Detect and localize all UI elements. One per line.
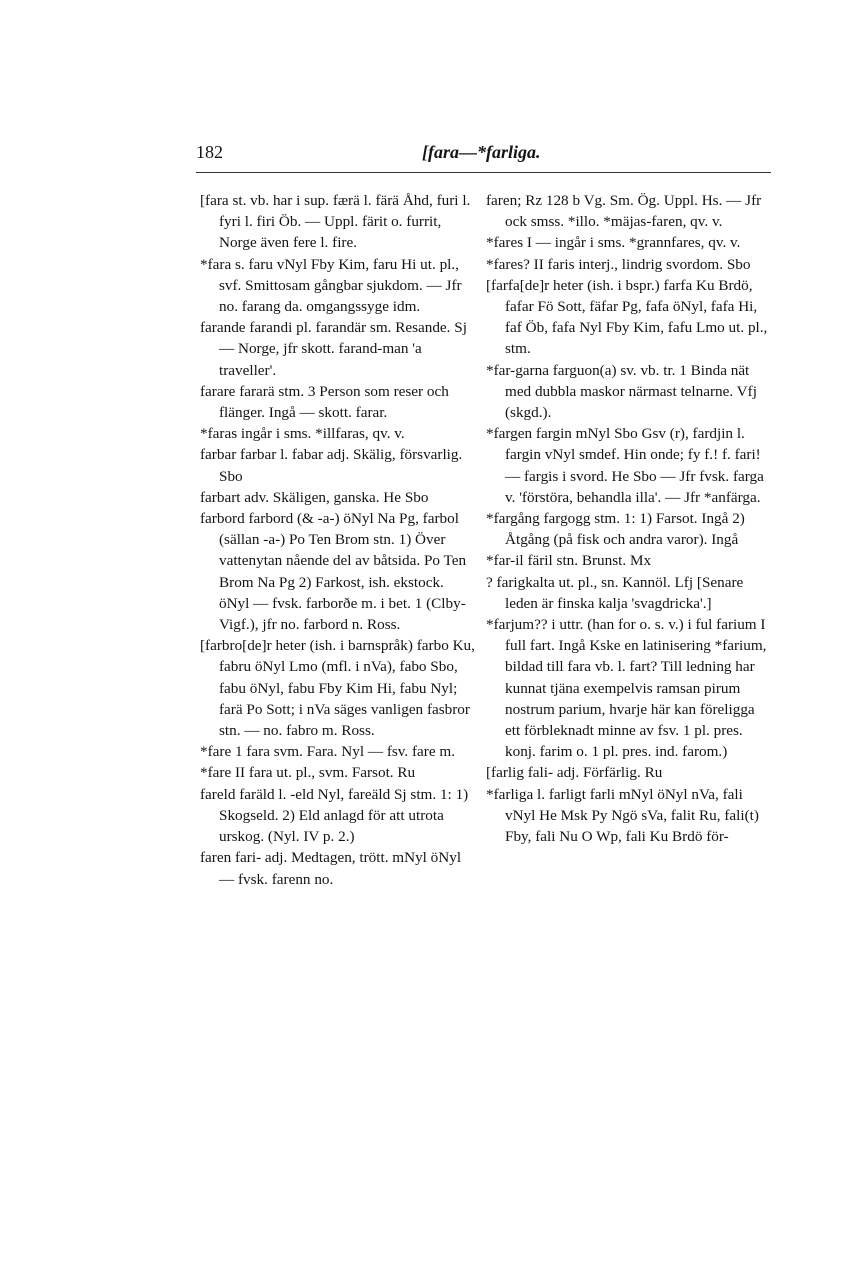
dictionary-entry: [farlig fali- adj. Förfärlig. Ru [486,764,663,782]
page-number: 182 [196,142,223,162]
dictionary-entry: *fargång fargogg stm. 1: 1) Farsot. Ingå 2) Åtgång (på fisk och andra varor). Ingå [486,510,745,549]
dictionary-entry: [farfa[de]r heter (ish. i bspr.) farfa Ku Brdö, fafar Fö Sott, fäfar Pg, fafa öNyl, fafa Hi, faf Öb, fafa Nyl Fby Kim, fafu Lmo ut. pl., stm. [486,276,768,358]
dictionary-entry: *fara s. faru vNyl Fby Kim, faru Hi ut. pl., svf. Smittosam gångbar sjukdom. — Jfr no. farang da. omgangssyge idm. [200,255,462,316]
dictionary-entry: faren; Rz 128 b Vg. Sm. Ög. Uppl. Hs. — Jfr ock smss. *illo. *mäjas-faren, qv. v. [486,192,762,231]
header-rule [196,172,771,173]
dictionary-entry: [farbro[de]r heter (ish. i barnspråk) farbo Ku, fabru öNyl Lmo (mfl. i nVa), fabo Sbo, fabu öNyl, fabu Fby Kim Hi, fabu Nyl; farä Po Sott; i nVa säges vanligen fasbror stn. — no. fabro m. Ross. [200,637,475,740]
dictionary-entry: faren fari- adj. Medtagen, trött. mNyl öNyl — fvsk. farenn no. [200,849,462,888]
dictionary-entry: farbar farbar l. fabar adj. Skälig, försvarlig. Sbo [200,446,463,485]
dictionary-entry: *fares? II faris interj., lindrig svordom. Sbo [486,255,751,273]
running-head: [fara—*farliga. [422,142,541,162]
dictionary-entry: *farjum?? i uttr. (han for o. s. v.) i ful farium I full fart. Ingå Kske en latinisering *farium, bildad till fara vb. l. fart? Till ledning har kunnat tjäna exempelvis ramsan pirum nostrum parium, hvarje här kan föreligga ett förbleknadt minne av fsv. 1 pl. pres. konj. farim o. 1 pl. pres. ind. farom.) [486,616,767,761]
dictionary-entry: *far-garna farguon(a) sv. vb. tr. 1 Binda nät med dubbla maskor närmast telnarne. Vfj (skgd.). [486,361,757,422]
dictionary-entry: [fara st. vb. har i sup. færä l. färä Åhd, furi l. fyri l. firi Öb. — Uppl. färit o. furrit, Norge även fere l. fire. [200,192,471,252]
dictionary-entry: *far-il färil stn. Brunst. Mx [486,552,652,570]
dictionary-entry: farbart adv. Skäligen, ganska. He Sbo [200,488,429,506]
dictionary-entry: *fargen fargin mNyl Sbo Gsv (r), fardjin l. fargin vNyl smdef. Hin onde; fy f.! f. fari! — fargis i svord. He Sbo — Jfr fvsk. farga v. 'förstöra, behandla illa'. — Jfr *anfärga. [486,425,764,506]
dictionary-entry: fareld faräld l. -eld Nyl, fareäld Sj stm. 1: 1) Skogseld. 2) Eld anlagd för att utrota urskog. (Nyl. IV p. 2.) [200,785,469,846]
dictionary-entry: farbord farbord (& -a-) öNyl Na Pg, farbol (sällan -a-) Po Ten Brom stn. 1) Över vattenytan nående del av båtsida. Po Ten Brom Na Pg 2) Farkost, ish. ekstock. öNyl — fvsk. farborðe m. i bet. 1 (Clby-Vigf.), jfr no. farbord n. Ross. [200,510,467,634]
dictionary-entry: *farliga l. farligt farli mNyl öNyl nVa, fali vNyl He Msk Py Ngö sVa, falit Ru, fali(t) Fby, fali Nu O Wp, fali Ku Brdö för- [486,785,759,846]
dictionary-entry: *fares I — ingår i sms. *grannfares, qv. v. [486,234,741,252]
dictionary-entry: farande farandi pl. farandär sm. Resande. Sj — Norge, jfr skott. farand-man 'a traveller'. [200,319,467,379]
left-column [200,190,478,890]
page-header [196,142,766,170]
dictionary-entry: *fare 1 fara svm. Fara. Nyl — fsv. fare m. [200,743,455,761]
dictionary-entry: ? farigkalta ut. pl., sn. Kannöl. Lfj [Senare leden är finska kalja 'svagdricka'.] [486,573,744,612]
dictionary-entry: farare fararä stm. 3 Person som reser och flänger. Ingå — skott. farar. [200,382,449,422]
dictionary-entry: *fare II fara ut. pl., svm. Farsot. Ru [200,764,416,782]
right-column [486,190,768,847]
dictionary-entry: *faras ingår i sms. *illfaras, qv. v. [200,425,405,443]
